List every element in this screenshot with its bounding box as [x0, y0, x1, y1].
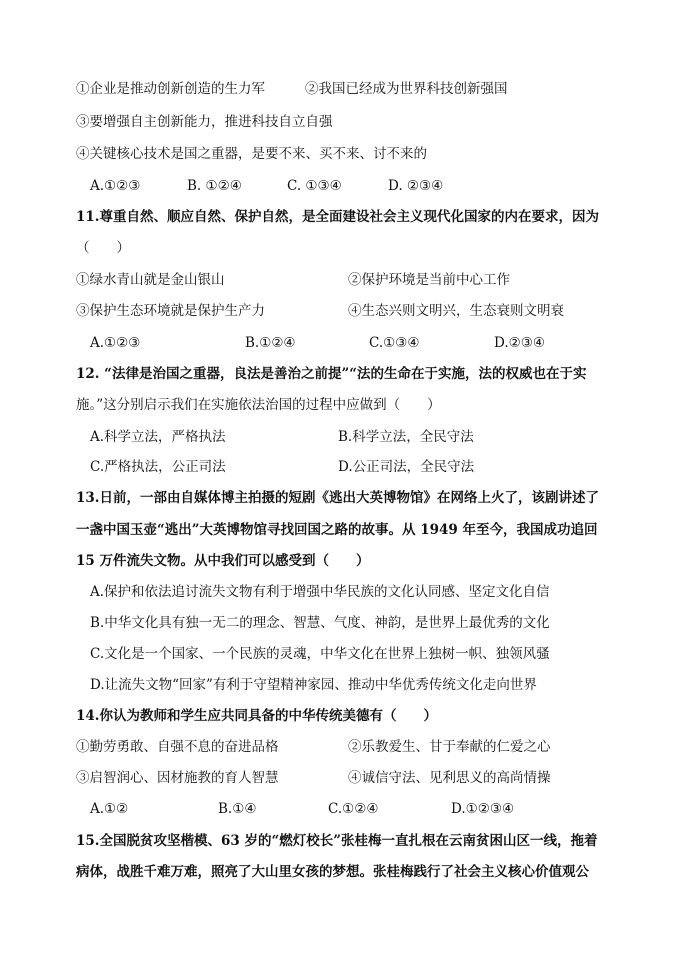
- q12-option-a: A.科学立法，严格执法: [90, 429, 226, 445]
- q11-option-b: B.①②④: [245, 335, 296, 351]
- q14-statement-3: ③启智润心、因材施教的育人智慧: [76, 770, 279, 786]
- q11-option-a: A.①②③: [90, 335, 141, 351]
- q14-stem: 14.你认为教师和学生应共同具备的中华传统美德有（ ）: [76, 708, 437, 724]
- statement-4: ④关键核心技术是国之重器，是要不来、买不来、讨不来的: [76, 146, 427, 162]
- q13-option-d: D.让流失文物“回家”有利于守望精神家园、推动中华优秀传统文化走向世界: [90, 677, 537, 693]
- q11-statement-3: ③保护生态环境就是保护生产力: [76, 303, 265, 319]
- q14-option-c: C.①②④: [328, 801, 379, 817]
- q11-statement-4: ④生态兴则文明兴，生态衰则文明衰: [348, 303, 564, 319]
- q14-option-d: D.①②③④: [451, 801, 515, 817]
- q13-stem-line3: 15 万件流失文物。从中我们可以感受到（ ）: [76, 553, 370, 569]
- q12-option-c: C.严格执法，公正司法: [90, 459, 226, 475]
- q12-option-d: D.公正司法，全民守法: [338, 459, 475, 475]
- q15-stem-line1: 15.全国脱贫攻坚楷模、63 岁的“燃灯校长”张桂梅一直扎根在云南贫困山区一线，拖着: [76, 833, 598, 849]
- option-c: C. ①③④: [287, 178, 342, 194]
- q12-stem-line1: 12. “法律是治国之重器，良法是善治之前提”“法的生命在于实施，法的权威也在于实: [76, 366, 587, 382]
- q14-statement-2: ②乐教爱生、甘于奉献的仁爱之心: [348, 739, 551, 755]
- option-d: D. ②③④: [388, 178, 444, 194]
- q14-option-a: A.①②: [90, 801, 129, 817]
- q12-stem-line2: 施。”这分别启示我们在实施依法治国的过程中应做到（ ）: [76, 397, 441, 413]
- q14-option-b: B.①④: [218, 801, 257, 817]
- statement-1: ①企业是推动创新创造的生力军: [76, 81, 265, 97]
- q13-stem-line1: 13.日前，一部由自媒体博主拍摄的短剧《逃出大英博物馆》在网络上火了，该剧讲述了: [76, 490, 599, 506]
- statement-3: ③要增强自主创新能力，推进科技自立自强: [76, 114, 333, 130]
- q11-statement-1: ①绿水青山就是金山银山: [76, 272, 225, 288]
- q11-stem-line2: （ ）: [76, 240, 130, 256]
- q11-option-c: C.①③④: [369, 335, 420, 351]
- q11-option-d: D.②③④: [494, 335, 545, 351]
- q12-option-b: B.科学立法，全民守法: [338, 429, 474, 445]
- q14-statement-4: ④诚信守法、见利思义的高尚情操: [348, 770, 551, 786]
- option-a: A.①②③: [90, 178, 141, 194]
- q14-statement-1: ①勤劳勇敢、自强不息的奋进品格: [76, 739, 279, 755]
- q13-option-c: C.文化是一个国家、一个民族的灵魂，中华文化在世界上独树一帜、独领风骚: [90, 646, 550, 662]
- q13-stem-line2: 一盏中国玉壶“逃出”大英博物馆寻找回国之路的故事。从 1949 年至今，我国成功追回: [76, 522, 598, 538]
- q13-option-a: A.保护和依法追讨流失文物有利于增强中华民族的文化认同感、坚定文化自信: [90, 584, 550, 600]
- statement-2: ②我国已经成为世界科技创新强国: [305, 81, 508, 97]
- q11-stem-line1: 11.尊重自然、顺应自然、保护自然，是全面建设社会主义现代化国家的内在要求，因为: [76, 209, 599, 225]
- option-b: B. ①②④: [187, 178, 242, 194]
- q15-stem-line2: 病体，战胜千难万难，照亮了大山里女孩的梦想。张桂梅践行了社会主义核心价值观公: [76, 864, 589, 880]
- q11-statement-2: ②保护环境是当前中心工作: [348, 272, 510, 288]
- q13-option-b: B.中华文化具有独一无二的理念、智慧、气度、神韵，是世界上最优秀的文化: [90, 615, 550, 631]
